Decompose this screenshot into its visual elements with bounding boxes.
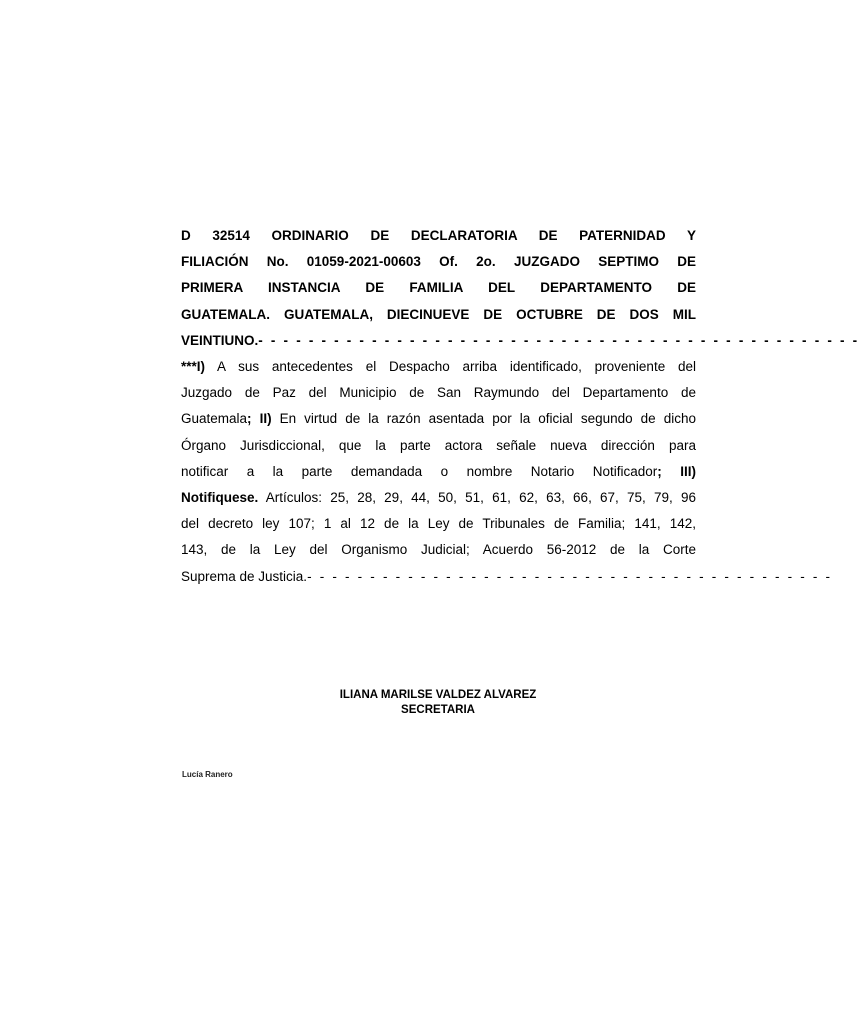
resolution-header	[181, 223, 859, 354]
signer-name: ILIANA MARILSE VALDEZ ALVAREZ	[339, 689, 537, 701]
body-text: notificar a la parte demandada o nombre Notario Notificador	[181, 463, 658, 479]
header-line: PRIMERA INSTANCIA DE FAMILIA DEL DEPARTAMENTO DE	[181, 280, 696, 296]
body-text: Suprema de Justicia.	[181, 568, 308, 584]
body-line	[181, 406, 696, 432]
body-line: del decreto ley 107; 1 al 12 de la Ley de Tribunales de Familia; 141, 142,	[181, 516, 696, 532]
body-text: A sus antecedentes el Despacho arriba identificado, proveniente del	[205, 359, 696, 374]
body-text: Guatemala	[181, 411, 248, 427]
header-last-text: VEINTIUNO.	[181, 332, 259, 348]
item-marker: ; II)	[247, 411, 272, 427]
header-line: FILIACIÓN No. 01059-2021-00603 Of. 2o. JUZGADO SEPTIMO DE	[181, 254, 696, 270]
body-text: En virtud de la razón asentada por la oficial segundo de dicho	[271, 411, 696, 427]
body-line: 143, de la Ley del Organismo Judicial; Acuerdo 56-2012 de la Corte	[181, 542, 696, 558]
body-line	[181, 459, 696, 485]
header-dashes: - - - - - - - - - - - - - - - - - - - - - - - - - - - - - - - - - - - - - - - - - - - - - - - -	[258, 332, 859, 348]
body-line	[181, 354, 696, 380]
signer-title: SECRETARIA	[401, 704, 475, 716]
body-dashes: - - - - - - - - - - - - - - - - - - - - - - - - - - - - - - - - - - - - - - - - - -	[307, 568, 833, 584]
body-line-last	[181, 564, 833, 590]
body-line: Órgano Jurisdiccional, que la parte actora señale nueva dirección para	[181, 437, 696, 453]
item-marker: ; III)	[657, 463, 696, 479]
header-line: D 32514 ORDINARIO DE DECLARATORIA DE PATERNIDAD Y	[181, 228, 696, 243]
resolution-body	[181, 354, 833, 590]
header-line-last	[181, 328, 859, 354]
body-text: Artículos: 25, 28, 29, 44, 50, 51, 61, 62, 63, 66, 67, 75, 79, 96	[258, 489, 696, 505]
signature-block	[300, 688, 576, 718]
clerk-initials: Lucía Ranero	[182, 770, 233, 779]
header-line: GUATEMALA. GUATEMALA, DIECINUEVE DE OCTUBRE DE DOS MIL	[181, 306, 696, 322]
notifiquese-label: Notifiquese.	[181, 489, 259, 505]
item-marker: ***I)	[181, 359, 206, 374]
body-line	[181, 485, 696, 511]
body-line: Juzgado de Paz del Municipio de San Raymundo del Departamento de	[181, 385, 696, 401]
